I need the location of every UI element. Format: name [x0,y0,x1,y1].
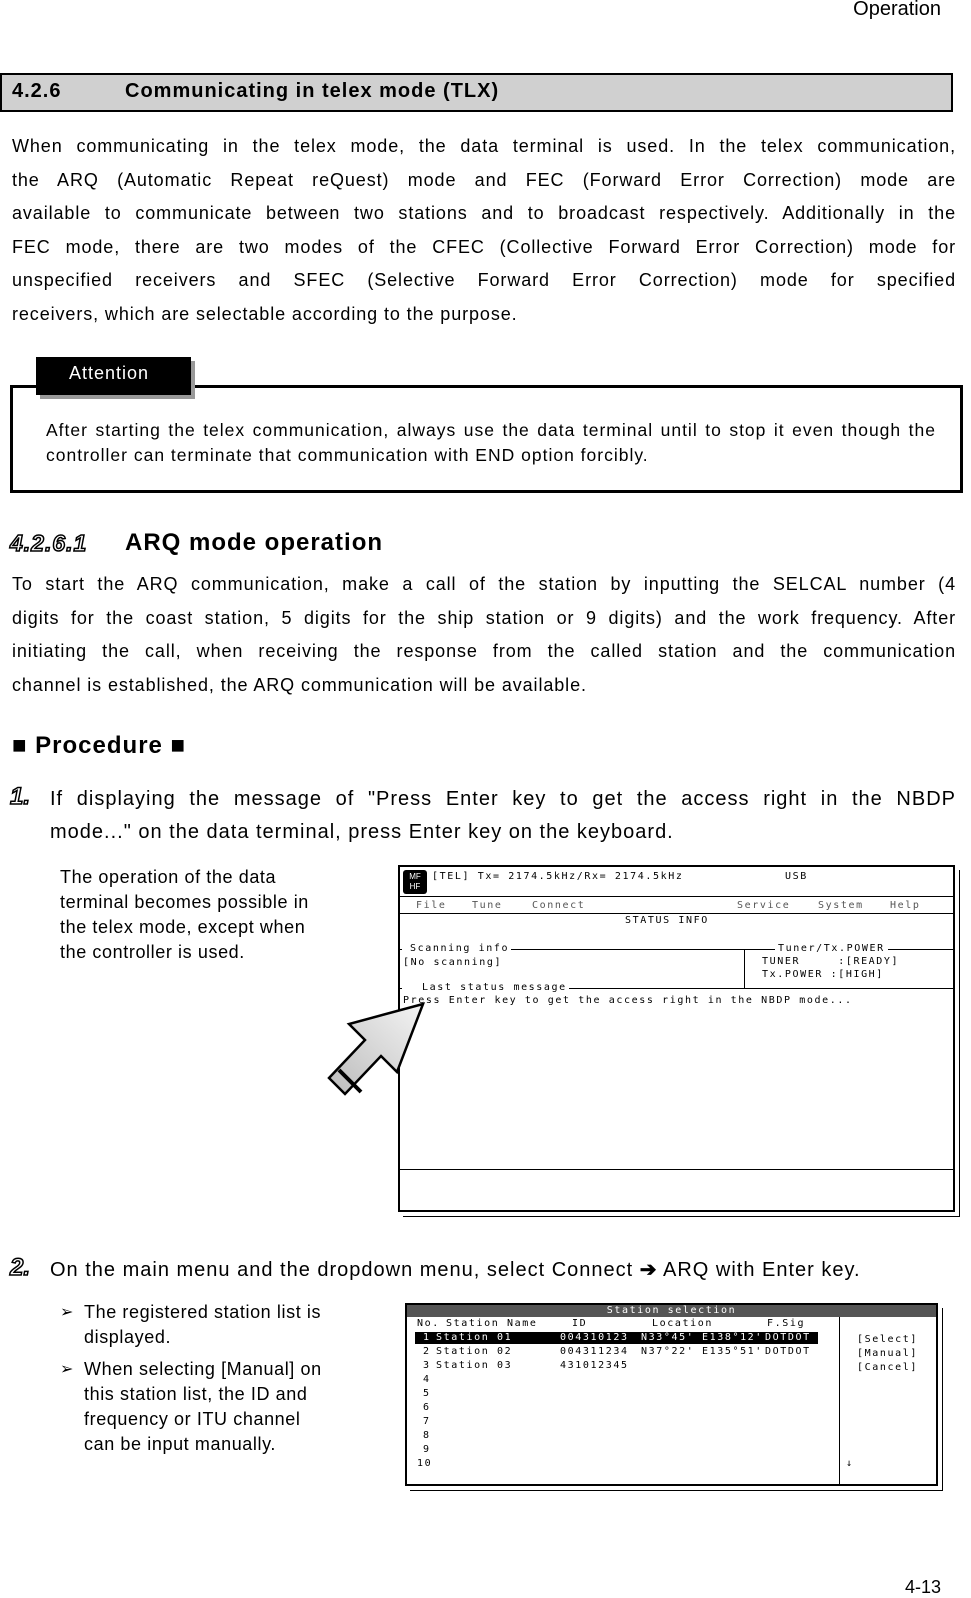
page-number: 4-13 [904,1577,941,1597]
step-2-text [50,1254,861,1287]
manual-button[interactable]: [Manual] [857,1348,918,1359]
note-line: When selecting [Manual] on [84,1359,322,1379]
col-header-name: Station Name [446,1318,538,1329]
station-selection-dialog [405,1303,938,1486]
row-name: Station 02 [436,1346,513,1357]
menu-system[interactable]: System [818,900,864,911]
arq-line: initiating the call, when receiving the response from the called station and the communication [12,641,956,661]
note-line: displayed. [84,1327,172,1347]
logo-top-text: MF [409,872,421,881]
step-1-line-2: mode..." on the data terminal, press Enter key on the keyboard. [50,821,674,843]
row-id: 004310123 [560,1332,629,1343]
divider [744,949,745,988]
col-header-id: ID [572,1318,588,1329]
row-no[interactable]: 5 [423,1388,431,1399]
terminal-title: [TEL] Tx= 2174.5kHz/Rx= 2174.5kHz [432,871,684,882]
status-info-title: STATUS INFO [625,915,709,926]
tx-power-status: Tx.POWER :[HIGH] [762,969,884,980]
row-name: Station 03 [436,1360,513,1371]
scanning-info-label: Scanning info [402,943,511,954]
row-no: 2 [423,1346,431,1357]
arq-line: To start the ARQ communication, make a call of the station by inputting the SELCAL number (4 [12,574,956,594]
note-line: frequency or ITU channel [84,1409,301,1429]
subsection-number: 4.2.6.1 [10,530,88,556]
mf-hf-logo-icon [403,870,427,894]
status-message: Press Enter key to get the access right in the NBDP mode... [403,995,853,1006]
note-line: terminal becomes possible in [60,892,309,912]
row-no[interactable]: 7 [423,1416,431,1427]
row-location: N33°45' E138°12' [641,1332,763,1343]
scanning-info-value: [No scanning] [403,957,503,968]
step-1-line-1: If displaying the message of "Press Enter key to get the access right in the NBDP [50,788,956,810]
bullet-arrow-icon: ➢ [60,1304,75,1321]
menu-connect[interactable]: Connect [532,900,586,911]
intro-line: the ARQ (Automatic Repeat reQuest) mode and FEC (Forward Error Correction) mode are [12,169,956,190]
col-header-fsig: F.Sig [767,1318,806,1329]
row-no[interactable]: 10 [417,1458,433,1469]
subsection-title: ARQ mode operation [125,529,384,556]
step-2-number: 2. [10,1254,31,1281]
row-no[interactable]: 4 [423,1374,431,1385]
attention-label: Attention [36,357,191,395]
right-arrow-icon: ➔ [639,1259,658,1281]
pointer-arrow-icon [325,1000,435,1100]
step-2-line-end: ARQ with Enter key. [663,1259,861,1281]
row-id: 431012345 [560,1360,629,1371]
scroll-down-icon[interactable]: ↓ [846,1458,854,1469]
section-title: Communicating in telex mode (TLX) [125,80,500,102]
note-line: the controller is used. [60,942,245,962]
note-item [60,1357,322,1457]
divider [400,913,953,914]
menu-tune[interactable]: Tune [472,900,503,911]
note-item [60,1300,322,1350]
page-header: Operation [853,0,941,20]
terminal-mode: USB [785,871,808,882]
row-no: 1 [423,1332,431,1343]
step-2-line: On the main menu and the dropdown menu, select Connect [50,1259,634,1281]
divider [839,1317,840,1484]
select-button[interactable]: [Select] [857,1334,918,1345]
tuner-label: Tuner/Tx.POWER [775,943,888,954]
procedure-heading: ■ Procedure ■ [12,732,187,759]
table-row[interactable] [415,1346,818,1358]
cancel-button[interactable]: [Cancel] [857,1362,918,1373]
arq-line: digits for the coast station, 5 digits for the ship station or 9 digits) and the work frequency. After [12,607,956,628]
intro-line: available to communicate between two stations and to broadcast respectively. Additionally in the [12,203,956,223]
arq-paragraph [12,568,956,702]
table-row[interactable] [415,1360,818,1372]
col-header-no: No. [417,1318,440,1329]
row-no: 3 [423,1360,431,1371]
dialog-title: Station selection [407,1305,936,1317]
divider [400,1169,953,1170]
step-1-number: 1. [10,783,31,810]
intro-line: FEC mode, there are two modes of the CFEC (Collective Forward Error Correction) mode for [12,236,956,257]
row-no[interactable]: 8 [423,1430,431,1441]
note-line: The operation of the data [60,867,277,887]
divider [400,896,953,897]
note-line: this station list, the ID and [84,1384,308,1404]
note-line: The registered station list is [84,1302,322,1322]
menu-service[interactable]: Service [737,900,791,911]
menu-help[interactable]: Help [890,900,921,911]
logo-bottom-text: HF [409,882,421,891]
bullet-arrow-icon: ➢ [60,1361,75,1378]
attention-text: After starting the telex communication, always use the data terminal until to stop it even though the controller can terminate that communication with END option forcibly. [46,420,936,465]
last-status-label: Last status message [402,982,569,993]
row-location: N37°22' E135°51' [641,1346,763,1357]
intro-paragraph [12,130,956,331]
row-no[interactable]: 9 [423,1444,431,1455]
row-name: Station 01 [436,1332,513,1343]
menu-file[interactable]: File [416,900,447,911]
arq-line: channel is established, the ARQ communication will be available. [12,674,587,695]
row-id: 004311234 [560,1346,629,1357]
note-line: the telex mode, except when [60,917,306,937]
row-no[interactable]: 6 [423,1402,431,1413]
row-fsig: DOTDOT [765,1346,811,1357]
note-line: can be input manually. [84,1434,276,1454]
row-fsig: DOTDOT [765,1332,811,1343]
intro-line: unspecified receivers and SFEC (Selective Forward Error Correction) mode for specified [12,270,956,290]
col-header-location: Location [652,1318,713,1329]
section-number: 4.2.6 [12,80,62,102]
step-2-notes [60,1300,322,1457]
step-1-note [60,865,309,965]
intro-line: receivers, which are selectable according to the purpose. [12,303,518,324]
intro-line: When communicating in the telex mode, the data terminal is used. In the telex communication, [12,136,956,156]
terminal-window [398,865,955,1212]
tuner-status: TUNER :[READY] [762,956,900,967]
table-row-selected[interactable] [415,1332,818,1344]
